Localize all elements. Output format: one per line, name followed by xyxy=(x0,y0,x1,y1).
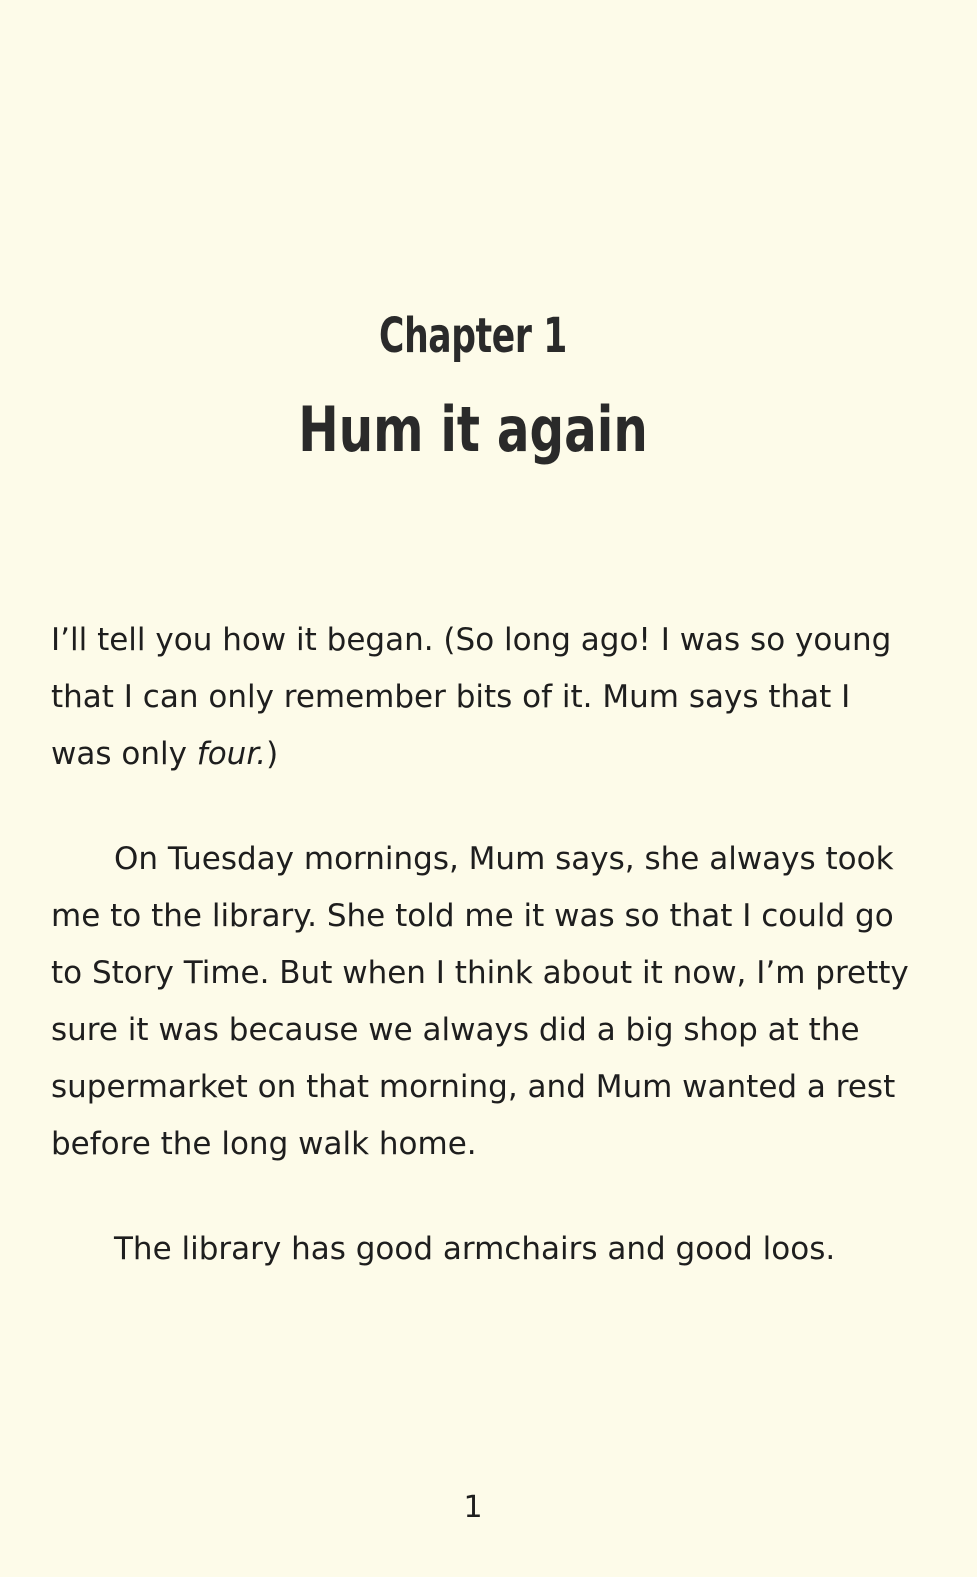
paragraph-2: On Tuesday mornings, Mum says, she always took me to the library. She told me it was so that I could go to Story Time. But when I think about it now, I’m pretty sure it was because we always did a big shop at the supermarket on that morning, and Mum wanted a rest before the long walk home. xyxy=(51,841,909,1162)
chapter-title: Hum it again xyxy=(298,393,648,466)
paragraph-1-text: I’ll tell you how it began. (So long ago! I was so young that I can only remember bits of it. Mum says that I was only xyxy=(51,622,892,772)
chapter-number: Chapter 1 xyxy=(379,308,567,364)
chapter-body xyxy=(51,612,911,1326)
paragraph-1-italic: four. xyxy=(196,736,267,772)
paragraph-3: The library has good armchairs and good loos. xyxy=(114,1231,836,1267)
paragraph-1-closing: ) xyxy=(266,736,279,772)
page-number: 1 xyxy=(463,1490,483,1525)
paragraph-1 xyxy=(51,612,911,783)
